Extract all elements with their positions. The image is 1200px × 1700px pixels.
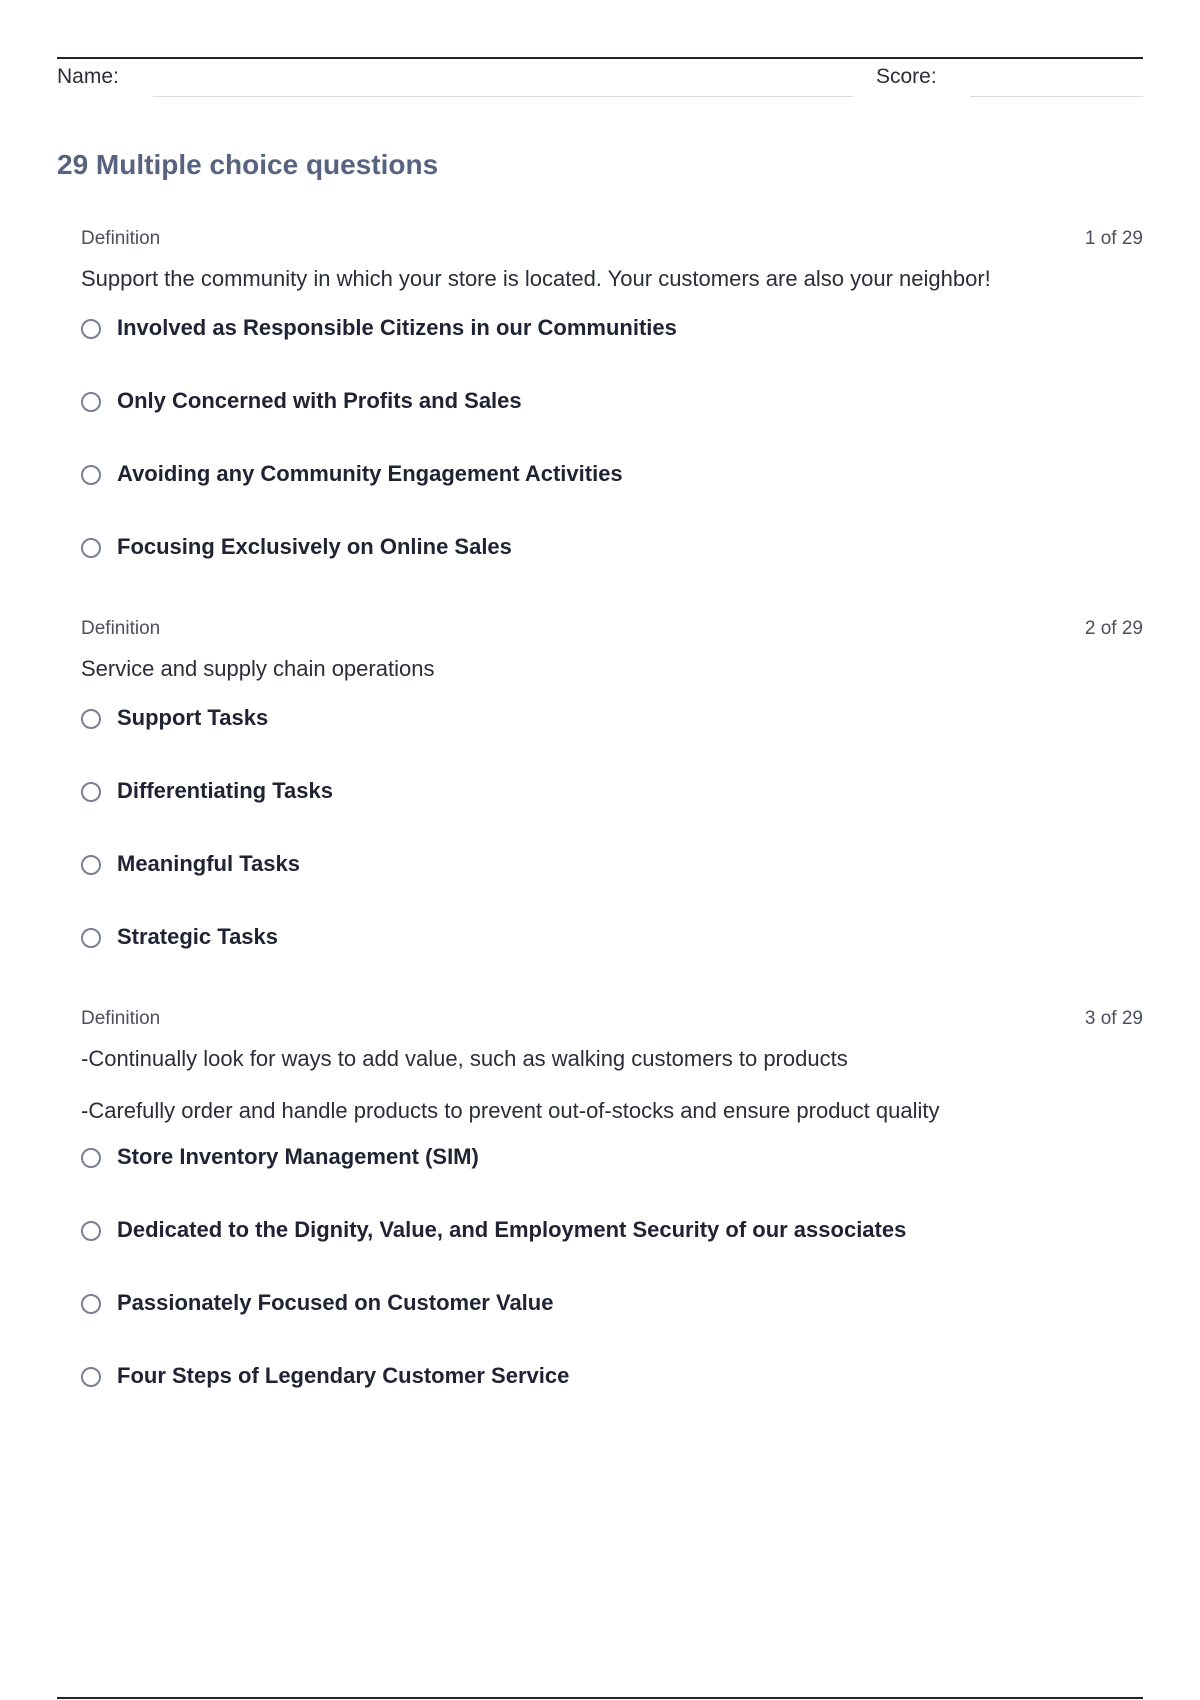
option-label: Support Tasks	[117, 705, 269, 730]
radio-button-icon[interactable]	[81, 928, 101, 948]
prompt-line: -Continually look for ways to add value, such as walking customers to products	[81, 1046, 848, 1071]
question-counter: 1 of 29	[1084, 228, 1143, 249]
score-field-line[interactable]	[970, 96, 1143, 97]
name-label: Name:	[57, 65, 119, 88]
question-2	[81, 618, 1143, 1001]
option-label: Store Inventory Management (SIM)	[117, 1144, 479, 1169]
option-label: Avoiding any Community Engagement Activities	[117, 461, 623, 486]
answer-option[interactable]	[81, 388, 1143, 465]
option-label: Focusing Exclusively on Online Sales	[117, 534, 512, 559]
answer-option[interactable]	[81, 1290, 1143, 1367]
answer-option[interactable]	[81, 1144, 1143, 1221]
option-label: Only Concerned with Profits and Sales	[117, 388, 522, 413]
question-type: Definition	[81, 228, 161, 249]
worksheet-page	[57, 57, 1143, 1388]
radio-button-icon[interactable]	[81, 1294, 101, 1314]
radio-button-icon[interactable]	[81, 855, 101, 875]
answer-options	[81, 1144, 1143, 1440]
question-prompt	[81, 1046, 1143, 1124]
question-prompt	[81, 266, 1143, 292]
answer-option[interactable]	[81, 461, 1143, 538]
option-label: Dedicated to the Dignity, Value, and Employment Security of our associates	[117, 1217, 907, 1242]
answer-option[interactable]	[81, 851, 1143, 928]
answer-option[interactable]	[81, 924, 1143, 1001]
name-field-line[interactable]	[153, 96, 853, 97]
option-label: Passionately Focused on Customer Value	[117, 1290, 554, 1315]
answer-option[interactable]	[81, 705, 1143, 782]
question-counter: 3 of 29	[1084, 1008, 1143, 1029]
question-header	[81, 228, 1143, 252]
answer-option[interactable]	[81, 1363, 1143, 1440]
radio-button-icon[interactable]	[81, 465, 101, 485]
radio-button-icon[interactable]	[81, 319, 101, 339]
radio-button-icon[interactable]	[81, 709, 101, 729]
option-label: Differentiating Tasks	[117, 778, 333, 803]
question-3	[81, 1008, 1143, 1440]
option-label: Strategic Tasks	[117, 924, 279, 949]
question-header	[81, 618, 1143, 642]
question-type: Definition	[81, 1008, 161, 1029]
option-label: Four Steps of Legendary Customer Service	[117, 1363, 570, 1388]
option-label: Involved as Responsible Citizens in our Communities	[117, 315, 677, 340]
prompt-line: -Carefully order and handle products to prevent out-of-stocks and ensure product quality	[81, 1098, 940, 1123]
header-row	[57, 59, 1143, 99]
radio-button-icon[interactable]	[81, 538, 101, 558]
answer-option[interactable]	[81, 1217, 1143, 1294]
radio-button-icon[interactable]	[81, 1221, 101, 1241]
bottom-divider	[57, 1697, 1143, 1699]
score-label: Score:	[876, 65, 937, 88]
answer-options	[81, 315, 1143, 611]
answer-option[interactable]	[81, 778, 1143, 855]
radio-button-icon[interactable]	[81, 1367, 101, 1387]
answer-option[interactable]	[81, 315, 1143, 392]
question-1	[81, 228, 1143, 611]
question-prompt	[81, 656, 1143, 682]
prompt-line: Service and supply chain operations	[81, 656, 435, 681]
question-header	[81, 1008, 1143, 1032]
question-type: Definition	[81, 618, 161, 639]
section-title: 29 Multiple choice questions	[57, 149, 439, 180]
answer-option[interactable]	[81, 534, 1143, 611]
question-counter: 2 of 29	[1084, 618, 1143, 639]
radio-button-icon[interactable]	[81, 1148, 101, 1168]
option-label: Meaningful Tasks	[117, 851, 300, 876]
radio-button-icon[interactable]	[81, 782, 101, 802]
radio-button-icon[interactable]	[81, 392, 101, 412]
answer-options	[81, 705, 1143, 1001]
prompt-line: Support the community in which your store is located. Your customers are also your neighbor!	[81, 266, 991, 291]
